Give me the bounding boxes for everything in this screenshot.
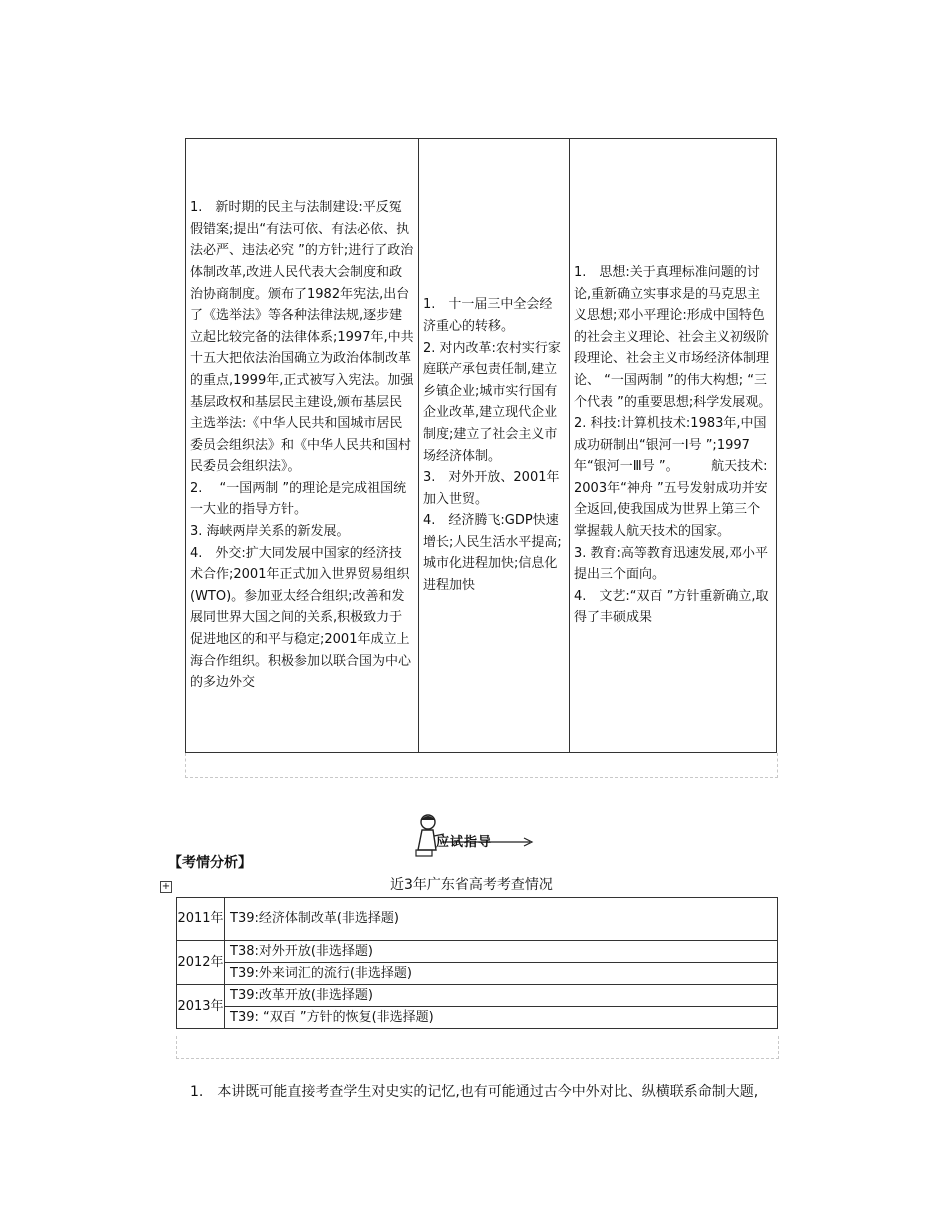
guide-label: 应试指导 (436, 835, 493, 850)
column-economy (419, 139, 570, 753)
table-row (177, 941, 778, 963)
year-cell: 2013年 (177, 985, 225, 1029)
table-row (177, 963, 778, 985)
politics-item: 1. 新时期的民主与法制建设:平反冤假错案;提出“有法可依、有法必依、执法必严、违法必究 ”的方针;进行了政治体制改革,改进人民代表大会制度和政治协商制度。颁布了1982年宪法,出台了《选举法》等各种法律法规,逐步建立起比较完备的法律体系;1997年,中共十五大把依法治国确立为政治体制改革的重点,1999年,正式被写入宪法。加强基层政权和基层民主建设,颁布基层民主选举法:《中华人民共和国城市居民委员会组织法》和《中华人民共和国村民委员会组织法》。 (190, 200, 414, 475)
economy-item: 2. 对内改革:农村实行家庭联产承包责任制,建立乡镇企业;城市实行国有企业改革,建立现代企业制度;建立了社会主义市场经济体制。 (423, 340, 561, 464)
section-heading: 【考情分析】 (168, 855, 252, 871)
exam-table (176, 897, 778, 1029)
economy-item: 1. 十一届三中全会经济重心的转移。 (423, 297, 553, 334)
year-cell: 2012年 (177, 941, 225, 985)
culture-item: 3. 教育:高等教育迅速发展,邓小平提出三个面向。 (574, 545, 769, 583)
politics-item: 3. 海峡两岸关系的新发展。 (190, 524, 350, 540)
dashed-frame (185, 753, 778, 778)
culture-item: 4. 文艺:“双百 ”方针重新确立,取得了丰硕成果 (574, 588, 769, 626)
item-cell: T39: “双百 ”方针的恢复(非选择题) (225, 1007, 778, 1029)
column-politics (186, 139, 419, 753)
main-table (185, 138, 777, 753)
dashed-frame (176, 1036, 779, 1059)
item-cell: T39:改革开放(非选择题) (225, 985, 778, 1007)
politics-item: 4. 外交:扩大同发展中国家的经济技术合作;2001年正式加入世界贸易组织(WTO)。参加亚太经合组织;改善和发展同世界大国之间的关系,积极致力于促进地区的和平与稳定;2001年成立上海合作组织。积极参加以联合国为中心的多边外交 (190, 545, 412, 691)
item-cell: T39:外来词汇的流行(非选择题) (225, 963, 778, 985)
item-cell: T39:经济体制改革(非选择题) (225, 898, 778, 941)
year-cell: 2011年 (177, 898, 225, 941)
table-caption: 近3年广东省高考考查情况 (390, 877, 553, 893)
table-row (177, 898, 778, 941)
column-culture (570, 139, 777, 753)
table-row (177, 985, 778, 1007)
body-paragraph: 1. 本讲既可能直接考查学生对史实的记忆,也有可能通过古今中外对比、纵横联系命制大题, (190, 1084, 759, 1100)
culture-item: 1. 思想:关于真理标准问题的讨论,重新确立实事求是的马克思主义思想;邓小平理论:形成中国特色的社会主义理论、社会主义初级阶段理论、社会主义市场经济体制理论、 “一国两制 ”的伟大构想; “三个代表 ”的重要思想;科学发展观。 (574, 264, 772, 410)
item-cell: T38:对外开放(非选择题) (225, 941, 778, 963)
economy-item: 3. 对外开放、2001年加入世贸。 (423, 470, 560, 507)
economy-item: 4. 经济腾飞:GDP快速增长;人民生活水平提高;城市化进程加快;信息化进程加快 (423, 513, 562, 594)
culture-item: 2. 科技:计算机技术:1983年,中国成功研制出“银河一Ⅰ号 ”;1997年“银河一Ⅲ号 ”。 航天技术:2003年“神舟 ”五号发射成功并安全返回,使我国成为世界上第三个掌握载人航天技术的国家。 (574, 416, 768, 540)
table-row (177, 1007, 778, 1029)
politics-item: 2. “一国两制 ”的理论是完成祖国统一大业的指导方针。 (190, 480, 407, 518)
expand-plus-icon[interactable]: + (161, 881, 171, 892)
